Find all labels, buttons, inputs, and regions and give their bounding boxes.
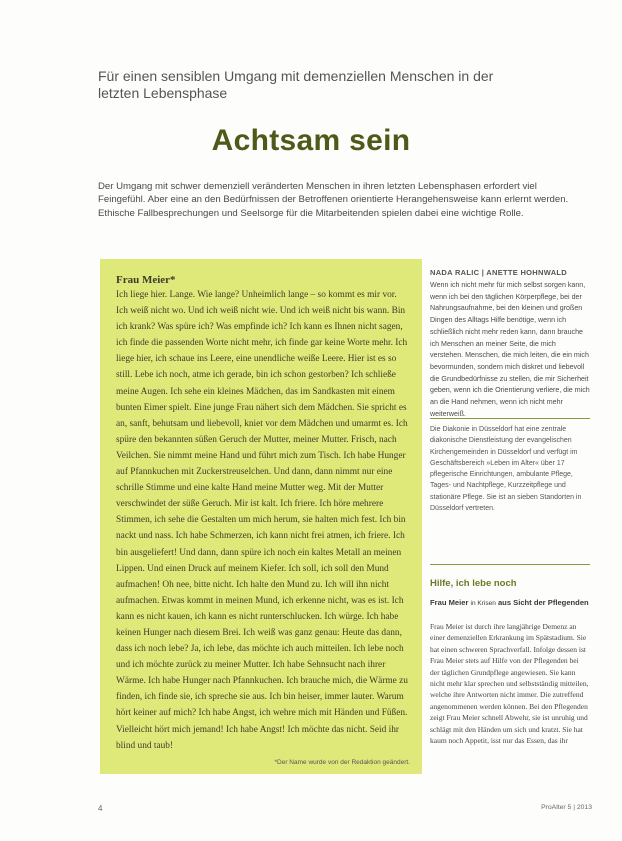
quote-title-name: Frau Meier	[430, 598, 469, 607]
section-subheading: Hilfe, ich lebe noch	[430, 578, 517, 589]
authors-byline: NADA RALIC | ANETTE HOHNWALD	[430, 268, 568, 277]
divider	[430, 418, 590, 419]
article-kicker: Für einen sensiblen Umgang mit demenziellen Menschen in der letzten Lebensphase	[98, 68, 494, 101]
divider	[430, 564, 590, 565]
story-footnote: *Der Name wurde von der Redaktion geändert.	[274, 759, 410, 766]
sidebar-intro: Wenn ich nicht mehr für mich selbst sorgen kann, wenn ich bei den täglichen Körperpflege, bei der Nahrungsaufnahme, bei den kleinen und großen Dingen des Alltags Hilfe benötige, wenn ich schließlich nicht mehr reden kann, dann brauche ich Menschen an meiner Seite, die mich verstehen. Menschen, die mich leiten, die ein mich bevormunden, sondern mich diskret und liebevoll die Grundbedürfnisse zu stellen, die mir Sicherheit geben, wenn ich die Orientierung verliere, die mich an die Hand nehmen, wenn ich nicht mehr weiterweiß.	[430, 281, 590, 418]
page-number: 4	[98, 804, 103, 813]
story-body: Ich liege hier. Lange. Wie lange? Unheimlich lange – so kommt es mir vor. Ich weiß nicht wo. Und ich weiß nicht wie. Und ich weiß nicht bis wann. Bin ich krank? Was spüre ich? Was empfinde ich? Ich kann es Ihnen nicht sagen, ich finde die passenden Worte nicht mehr, ich finde gar keine Worte mehr. Ich liege hier, ich schaue ins Leere, eine unendliche weiße Leere. Hier ist es so still. Lebe ich noch, atme ich gerade, bin ich schon gestorben? Ich schließe meine Augen. Ich sehe ein kleines Mädchen, das im Sandkasten mit einem bunten Eimer spielt. Eine junge Frau nähert sich dem Mädchen. Sie spricht es an, sanft, behutsam und liebevoll, kniet vor dem Mädchen und umarmt es. Ich spüre den bekannten süßen Geruch der Mutter, meiner Mutter. Frisch, nach Veilchen. Sie nimmt meine Hand und führt mich zum Tisch. Ich habe Hunger auf Pfannkuchen mit Zuckerstreuselchen. Und dann, dann nimmt nur eine schrille Stimme und eine kalte Hand meine Mutter weg. Mit der Mutter verschwindet der süße Geruch. Mir ist kalt. Ich friere. Ich höre mehrere Stimmen, ich sehe die Gestalten um mich herum, sie halten mich fest. Ich bin nackt und nass. Ich habe Schmerzen, ich kann nicht frei atmen, ich friere. Ich bin ausgeliefert! Und dann, dann spüre ich noch ein kaltes Metall an meinen Lippen. Und einen Druck auf meinem Kiefer. Ich soll, ich soll den Mund aufmachen! Oh nee, bitte nicht. Ich halte den Mund zu. Ich will ihn nicht aufmachen. Etwas kommt in meinen Mund, ich erkenne nicht, was es ist. Ich kann es nicht kauen, ich kann es nicht runterschlucken. Ich würge. Ich habe keinen Hunger nach diesem Brei. Ich weiß was ganz genau: Heute das dann, dass ich noch lebe? Ja, ich lebe, das möchte ich auch mitteilen. Ich lebe noch und ich möchte zurück zu meiner Mutter. Ich habe Sehnsucht nach ihrer Wärme. Ich habe Hunger nach Pfannkuchen. Ich brauche mich, die Wärme zu finden, ich finde sie, ich spreche sie aus. Ich bin heiser, immer lauter. Warum hört keiner auf mich? Ich habe Angst, ich wehre mich mit Händen und Füßen. Vielleicht hört mich jemand! Ich habe Angst! Ich möchte das nicht. Seid ihr blind und taub!	[116, 290, 408, 751]
quote-body: Frau Meier ist durch ihre langjährige Demenz an einer demenziellen Erkrankung im Spätstadium. Sie hat einen schweren Sprachverfall. Infolge dessen ist Frau Meier stets auf Hilfe von der Pflegenden bei der täglichen Grundpflege angewiesen. Sie kann nicht mehr klar sprechen und selbstständig mitteilen, welche ihre Antworten nicht immer. Die zutreffend angenommenen werden können. Bei den Pflegenden zeigt Frau Meier schnell Abwehr, sie ist unruhig und schlägt mit den Händen um sich und kratzt. Sie hat kaum noch Appetit, isst nur das Essen, das ihr	[430, 622, 589, 746]
quote-title-rest: aus Sicht der Pflegenden	[497, 598, 589, 607]
article-title: Achtsam sein	[211, 124, 411, 157]
story-heading: Frau Meier*	[116, 274, 176, 286]
story-box	[100, 259, 422, 774]
article-lead: Der Umgang mit schwer demenziell veränderten Menschen in ihren letzten Lebensphasen erfordert viel Feingefühl. Aber eine an den Bedürfnissen der Betroffenen orientierte Herangehensweise kann erlernt werden. Ethische Fallbesprechungen und Seelsorge für die Mitarbeitenden spielen dabei eine wichtige Rolle.	[98, 181, 569, 219]
journal-reference: ProAlter 5 | 2013	[541, 804, 592, 811]
info-box: Die Diakonie in Düsseldorf hat eine zentrale diakonische Dienstleistung der evangelischen Kirchengemeinden in Düsseldorf und verfügt im Geschäftsbereich »Leben im Alter« über 17 pflegerische Einrichtungen, ambulante Pflege, Tages- und Nachtpflege, Kurzzeitpflege und stationäre Pflege. Sie ist an sieben Standorten in Düsseldorf vertreten.	[430, 426, 582, 513]
quote-title	[430, 598, 590, 610]
quote-title-sub: in Krisen	[470, 600, 496, 607]
